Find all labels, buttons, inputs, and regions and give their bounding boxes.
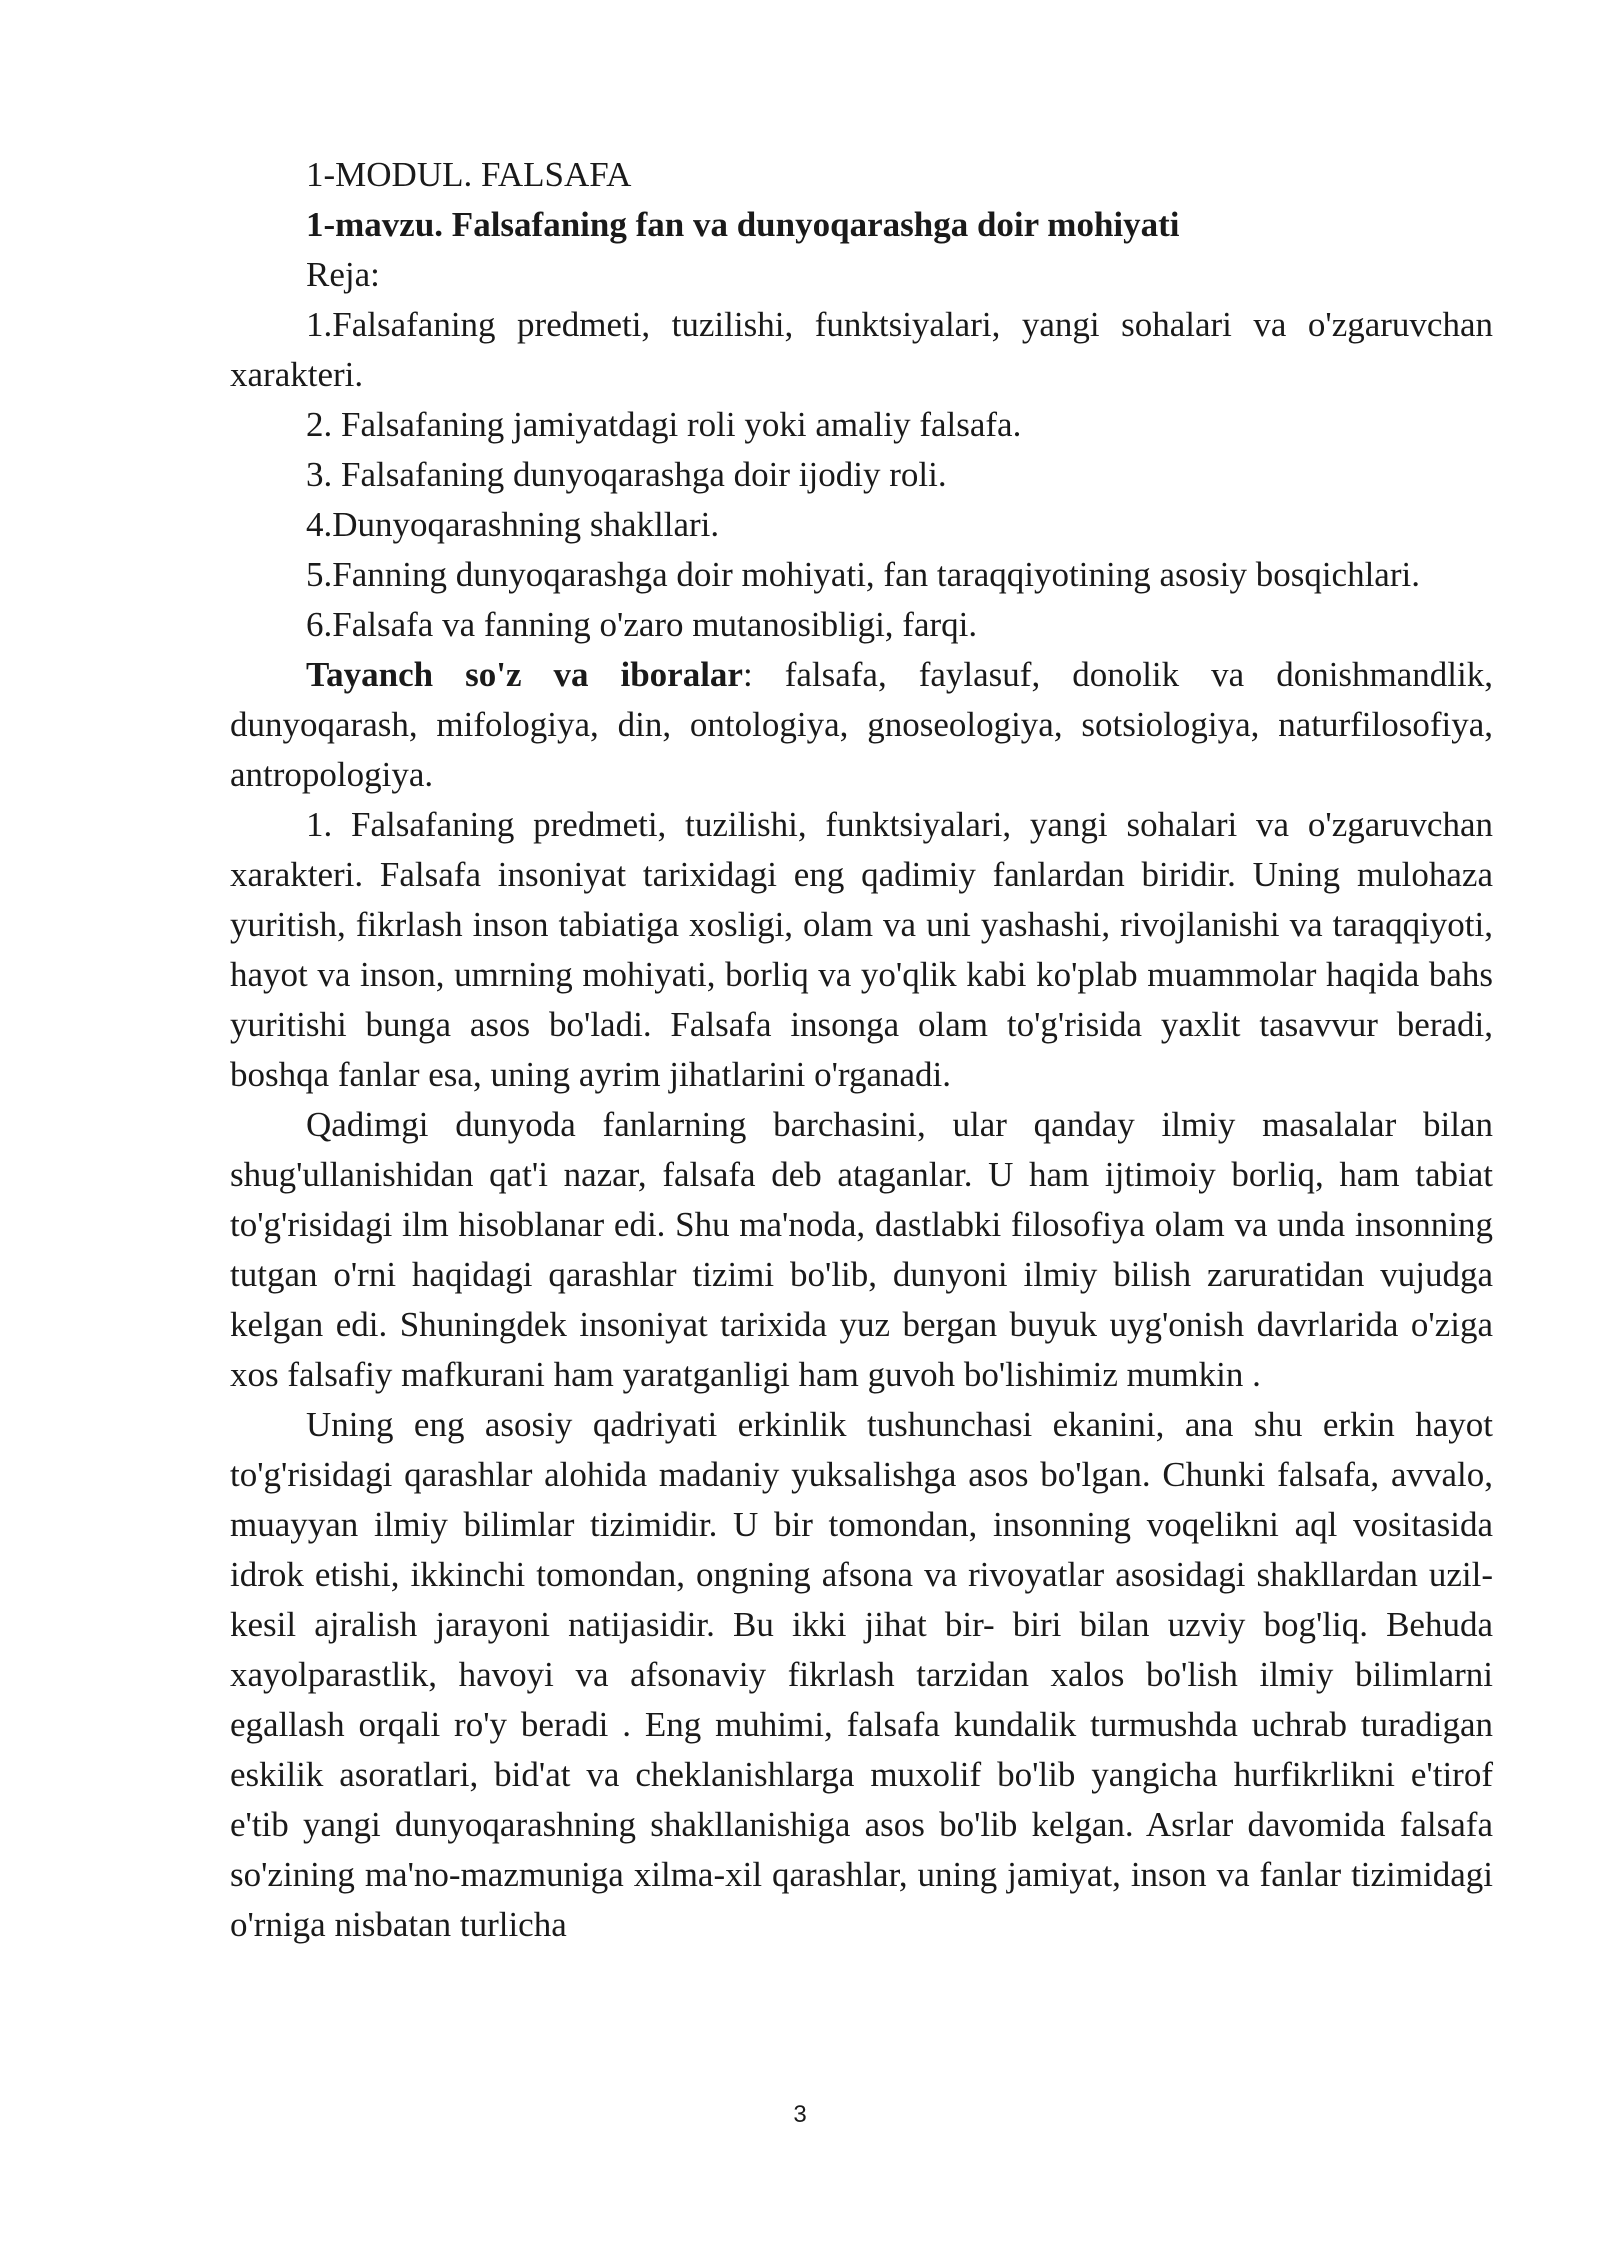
plan-item: 2. Falsafaning jamiyatdagi roli yoki amaliy falsafa.	[306, 405, 1022, 444]
plan-item: 6.Falsafa va fanning o'zaro mutanosibligi, farqi.	[306, 605, 978, 644]
plan-item: 3. Falsafaning dunyoqarashga doir ijodiy roli.	[306, 455, 947, 494]
keywords-text: : falsafa, faylasuf, donolik va donishmandlik, dunyoqarash, mifologiya, din, ontologiya, gnoseologiya, sotsiologiya, naturfilosofiya, antropologiya.	[230, 655, 1493, 794]
plan-label: Reja:	[306, 255, 380, 294]
body-paragraph: 1. Falsafaning predmeti, tuzilishi, funktsiyalari, yangi sohalari va o'zgaruvchan xarakteri. Falsafa insoniyat tarixidagi eng qadimiy fanlardan biridir. Uning mulohaza yuritish, fikrlash inson tabiatiga xosligi, olam va uni yashashi, rivojlanishi va taraqqiyoti, hayot va inson, umrning mohiyati, borliq va yo'qlik kabi ko'plab muammolar haqida bahs yuritishi bunga asos bo'ladi. Falsafa insonga olam to'g'risida yaxlit tasavvur beradi, boshqa fanlar esa, uning ayrim jihatlarini o'rganadi.	[230, 805, 1493, 1094]
plan-item: 4.Dunyoqarashning shakllari.	[306, 505, 720, 544]
page-number: 3	[793, 2101, 807, 2128]
body-paragraph: Qadimgi dunyoda fanlarning barchasini, ular qanday ilmiy masalalar bilan shug'ullanishidan qat'i nazar, falsafa deb ataganlar. U ham ijtimoiy borliq, ham tabiat to'g'risidagi ilm hisoblanar edi. Shu ma'noda, dastlabki filosofiya olam va unda insonning tutgan o'rni haqidagi qarashlar tizimi bo'lib, dunyoni ilmiy bilish zaruratidan vujudga kelgan edi. Shuningdek insoniyat tarixida yuz bergan buyuk uyg'onish davrlarida o'ziga xos falsafiy mafkurani ham yaratganligi ham guvoh bo'lishimiz mumkin .	[230, 1105, 1493, 1394]
body-paragraph: Uning eng asosiy qadriyati erkinlik tushunchasi ekanini, ana shu erkin hayot to'g'risidagi qarashlar alohida madaniy yuksalishga asos bo'lgan. Chunki falsafa, avvalo, muayyan ilmiy bilimlar tizimidir. U bir tomondan, insonning voqelikni aql vositasida idrok etishi, ikkinchi tomondan, ongning afsona va rivoyatlar asosidagi shakllardan uzil-kesil ajralish jarayoni natijasidir. Bu ikki jihat bir- biri bilan uzviy bog'liq. Behuda xayolparastlik, havoyi va afsonaviy fikrlash tarzidan xalos bo'lish ilmiy bilimlarni egallash orqali ro'y beradi . Eng muhimi, falsafa kundalik turmushda uchrab turadigan eskilik asoratlari, bid'at va cheklanishlarga muxolif bo'lib yangicha hurfikrlikni e'tirof e'tib yangi dunyoqarashning shakllanishiga asos bo'lib kelgan. Asrlar davomida falsafa so'zining ma'no-mazmuniga xilma-xil qarashlar, uning jamiyat, inson va fanlar tizimidagi o'rniga nisbatan turlicha	[230, 1405, 1493, 1944]
module-title: 1-MODUL. FALSAFA	[306, 155, 632, 194]
keywords-label: Tayanch so'z va iboralar	[306, 655, 743, 694]
keywords-paragraph	[230, 650, 1493, 800]
plan-item: 1.Falsafaning predmeti, tuzilishi, funktsiyalari, yangi sohalari va o'zgaruvchan xarakteri.	[230, 305, 1493, 394]
plan-item: 5.Fanning dunyoqarashga doir mohiyati, fan taraqqiyotining asosiy bosqichlari.	[306, 555, 1420, 594]
document-page	[230, 150, 1493, 1950]
topic-title: 1-mavzu. Falsafaning fan va dunyoqarashga doir mohiyati	[306, 205, 1180, 244]
